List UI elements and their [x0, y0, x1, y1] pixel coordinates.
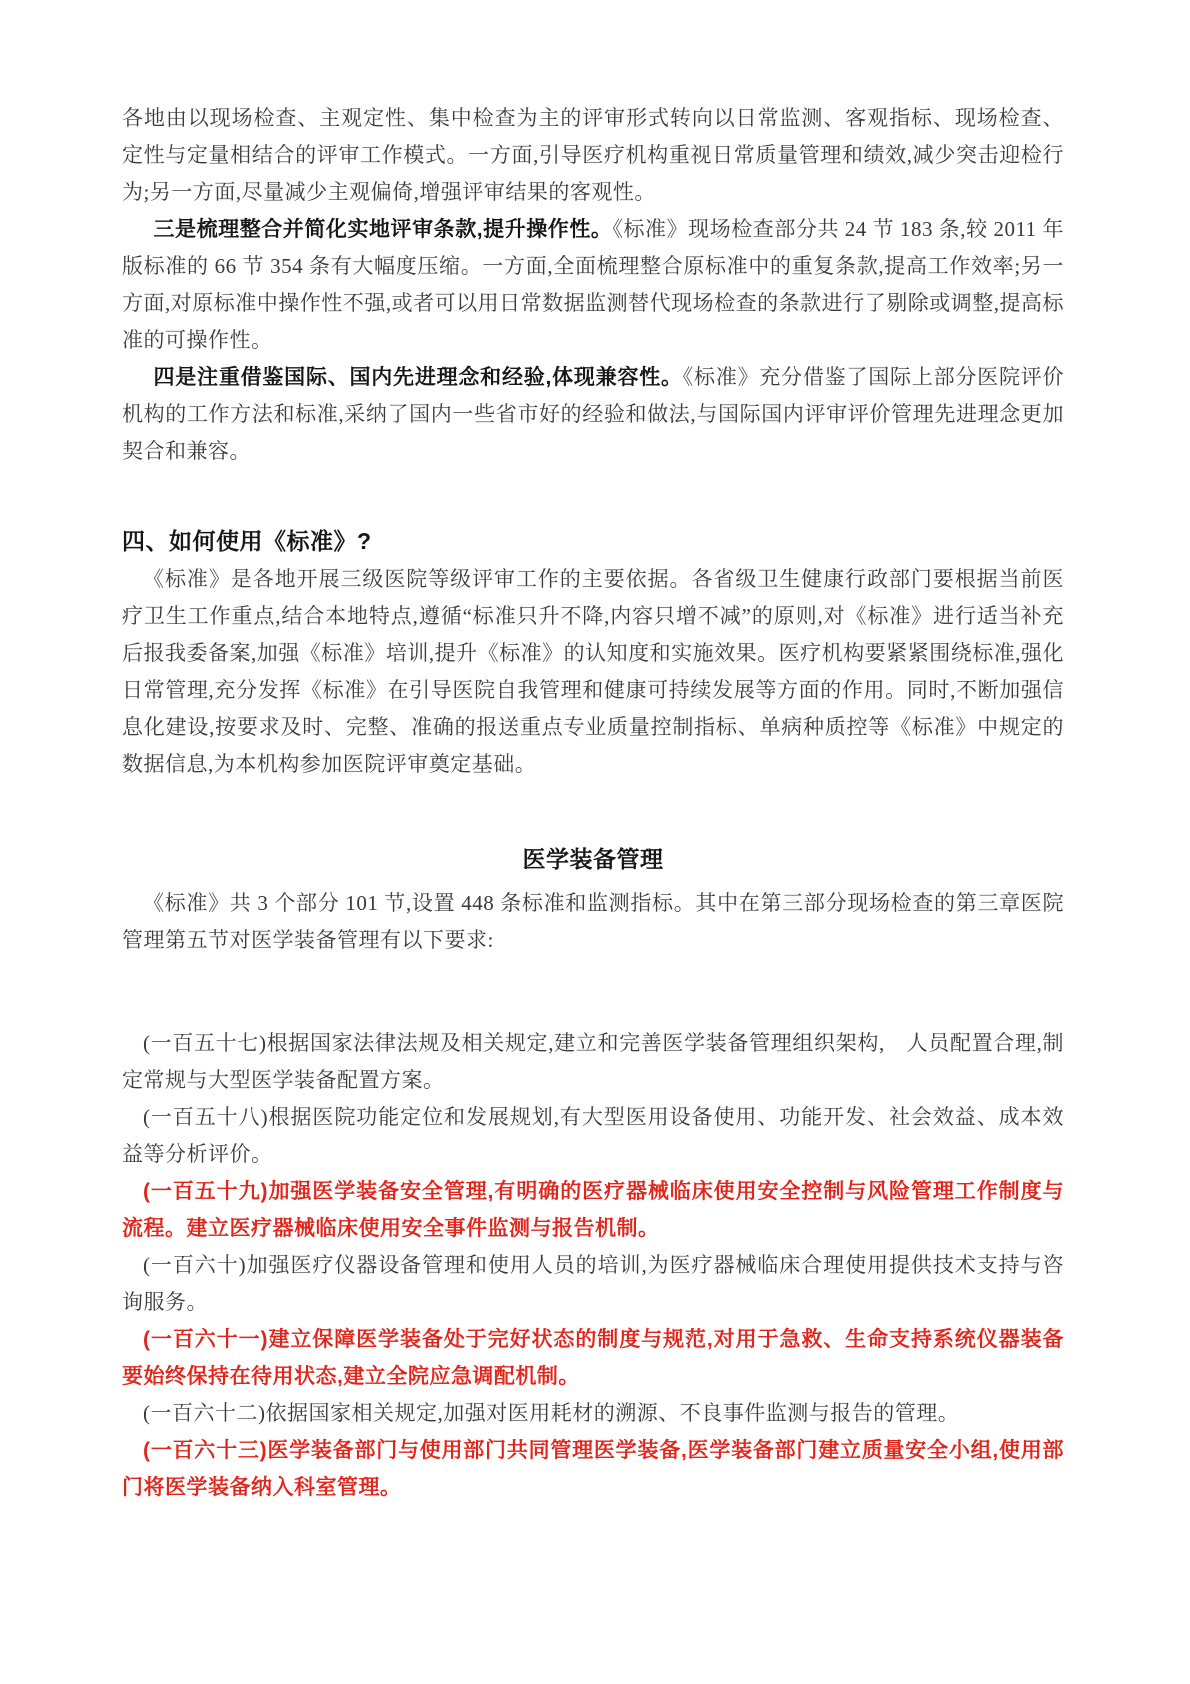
paragraph-item-160 [122, 1247, 1064, 1321]
paragraph-item-159 [122, 1173, 1064, 1247]
paragraph-item-163-text: (一百六十三)医学装备部门与使用部门共同管理医学装备,医学装备部门建立质量安全小组,使用部门将医学装备纳入科室管理。 [122, 1439, 1064, 1499]
paragraph-item-158-text: (一百五十八)根据医院功能定位和发展规划,有大型医用设备使用、功能开发、社会效益、成本效益等分析评价。 [122, 1105, 1064, 1166]
paragraph-equipment-intro-text: 《标准》共 3 个部分 101 节,设置 448 条标准和监测指标。其中在第三部分现场检查的第三章医院管理第五节对医学装备管理有以下要求: [122, 891, 1064, 952]
paragraph-usage-text: 《标准》是各地开展三级医院等级评审工作的主要依据。各省级卫生健康行政部门要根据当前医疗卫生工作重点,结合本地特点,遵循“标准只升不降,内容只增不减”的原则,对《标准》进行适当补充后报我委备案,加强《标准》培训,提升《标准》的认知度和实施效果。医疗机构要紧紧围绕标准,强化日常管理,充分发挥《标准》在引导医院自我管理和健康可持续发展等方面的作用。同时,不断加强信息化建设,按要求及时、完整、准确的报送重点专业质量控制指标、单病种质控等《标准》中规定的数据信息,为本机构参加医院评审奠定基础。 [122, 567, 1064, 776]
paragraph-intro-continued [122, 100, 1064, 211]
paragraph-usage [122, 561, 1064, 783]
heading-medical-equipment-text: 医学装备管理 [522, 846, 664, 872]
paragraph-point-four-text: 四是注重借鉴国际、国内先进理念和经验,体现兼容性。 [153, 366, 683, 389]
paragraph-point-three-text: 三是梳理整合并简化实地评审条款,提升操作性。 [153, 218, 613, 241]
paragraph-point-three [122, 211, 1064, 359]
paragraph-item-160-text: (一百六十)加强医疗仪器设备管理和使用人员的培训,为医疗器械临床合理使用提供技术支持与咨询服务。 [122, 1253, 1064, 1314]
heading-how-to-use [122, 521, 1064, 561]
paragraph-item-162 [122, 1395, 1064, 1432]
paragraph-intro-continued-text: 各地由以现场检查、主观定性、集中检查为主的评审形式转向以日常监测、客观指标、现场检查、定性与定量相结合的评审工作模式。一方面,引导医疗机构重视日常质量管理和绩效,减少突击迎检行为;另一方面,尽量减少主观偏倚,增强评审结果的客观性。 [122, 106, 1064, 204]
paragraph-item-162-text: (一百六十二)依据国家相关规定,加强对医用耗材的溯源、不良事件监测与报告的管理。 [143, 1401, 960, 1425]
paragraph-point-four-text: 《标准》充分借鉴了国际上部分医院评价机构的工作方法和标准,采纳了国内一些省市好的经验和做法,与国际国内评审评价管理先进理念更加契合和兼容。 [122, 365, 1064, 463]
heading-how-to-use-text: 四、如何使用《标准》? [122, 528, 372, 554]
paragraph-item-157-text: (一百五十七)根据国家法律法规及相关规定,建立和完善医学装备管理组织架构, 人员配置合理,制定常规与大型医学装备配置方案。 [122, 1031, 1064, 1092]
paragraph-item-159-text: (一百五十九)加强医学装备安全管理,有明确的医疗器械临床使用安全控制与风险管理工作制度与流程。建立医疗器械临床使用安全事件监测与报告机制。 [122, 1180, 1064, 1240]
paragraph-item-157 [122, 1025, 1064, 1099]
document-content [122, 100, 1064, 1506]
paragraph-equipment-intro [122, 885, 1064, 959]
paragraph-item-158 [122, 1099, 1064, 1173]
paragraph-item-163 [122, 1432, 1064, 1506]
paragraph-point-four [122, 359, 1064, 470]
paragraph-item-161-text: (一百六十一)建立保障医学装备处于完好状态的制度与规范,对用于急救、生命支持系统仪器装备要始终保持在待用状态,建立全院应急调配机制。 [122, 1328, 1064, 1388]
heading-medical-equipment [122, 839, 1064, 879]
paragraph-item-161 [122, 1321, 1064, 1395]
paragraph-point-three-text: 《标准》现场检查部分共 24 节 183 条,较 2011 年版标准的 66 节 354 条有大幅度压缩。一方面,全面梳理整合原标准中的重复条款,提高工作效率;另一方面,对原标准中操作性不强,或者可以用日常数据监测替代现场检查的条款进行了剔除或调整,提高标准的可操作性。 [122, 217, 1064, 352]
